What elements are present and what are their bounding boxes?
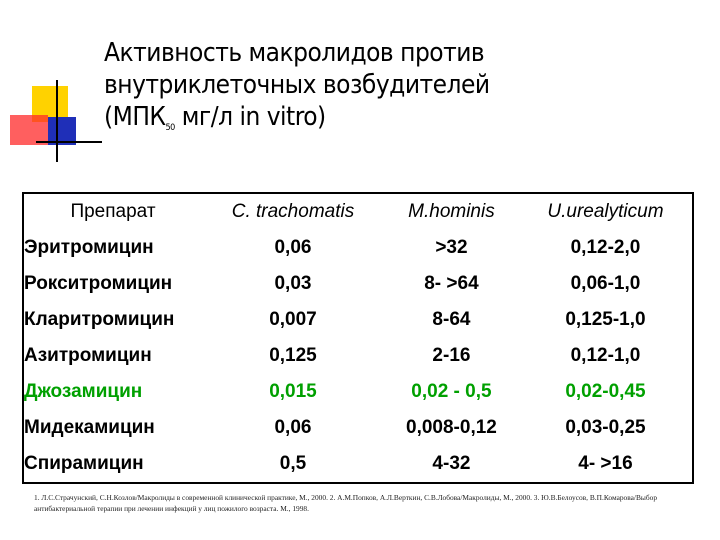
- logo-vertical-line: [56, 80, 58, 162]
- title-line-3-tail: мг/л in vitro): [174, 102, 326, 132]
- mic-table: [22, 192, 694, 484]
- header-m-hominis: M.hominis: [408, 201, 495, 222]
- value-c-trachomatis: 0,5: [279, 453, 307, 474]
- value-u-urealyticum: 0,03-0,25: [565, 417, 646, 438]
- references-footnote: 1. Л.С.Страчунский, С.Н.Козлов/Макролиды в современной клинической практике, М., 2000. 2. А.М.Попков, А.Л.Верткин, С.В.Лобова/Макролиды, М., 2000. 3. Ю.В.Белоусов, В.П.Комарова/Выбор антибактериальной терапии при лечении инфекций у лиц пожилого возраста. М., 1998.: [34, 493, 658, 513]
- value-m-hominis: 8- >64: [424, 273, 479, 294]
- table-header-row: [23, 193, 693, 230]
- drug-name: Кларитромицин: [24, 309, 175, 330]
- table-row: [23, 266, 693, 302]
- value-u-urealyticum: 0,12-1,0: [570, 345, 641, 366]
- drug-name: Эритромицин: [24, 237, 154, 258]
- title-line-1: Активность макролидов против: [104, 38, 485, 68]
- drug-name: Джозамицин: [24, 381, 143, 402]
- drug-name: Рокситромицин: [24, 273, 173, 294]
- drug-name: Мидекамицин: [24, 417, 155, 438]
- value-c-trachomatis: 0,015: [269, 381, 317, 402]
- table-row-highlighted: [23, 374, 693, 410]
- value-m-hominis: 2-16: [432, 345, 471, 366]
- value-m-hominis: 4-32: [432, 453, 471, 474]
- value-c-trachomatis: 0,06: [274, 237, 312, 258]
- drug-name: Азитромицин: [24, 345, 152, 366]
- table-row: [23, 338, 693, 374]
- value-c-trachomatis: 0,125: [269, 345, 317, 366]
- value-m-hominis: 0,02 - 0,5: [411, 381, 492, 402]
- value-u-urealyticum: 0,125-1,0: [565, 309, 646, 330]
- value-c-trachomatis: 0,03: [274, 273, 312, 294]
- title-line-2: внутриклеточных возбудителей: [104, 70, 490, 100]
- value-u-urealyticum: 0,02-0,45: [565, 381, 646, 402]
- title-line-3-main: (МПК: [104, 102, 166, 132]
- value-u-urealyticum: 0,06-1,0: [570, 273, 641, 294]
- slide-title: [104, 37, 704, 139]
- value-c-trachomatis: 0,007: [269, 309, 317, 330]
- title-line-3: [104, 101, 704, 139]
- table-row: [23, 302, 693, 338]
- header-u-urealyticum: U.urealyticum: [547, 201, 664, 222]
- value-u-urealyticum: 0,12-2,0: [570, 237, 641, 258]
- table-row: [23, 230, 693, 266]
- value-m-hominis: >32: [435, 237, 468, 258]
- value-m-hominis: 0,008-0,12: [406, 417, 497, 438]
- title-subscript: 50: [165, 123, 175, 133]
- value-u-urealyticum: 4- >16: [578, 453, 633, 474]
- drug-name: Спирамицин: [24, 453, 144, 474]
- header-drug: Препарат: [70, 201, 156, 222]
- header-c-trachomatis: C. trachomatis: [231, 201, 355, 222]
- table-row: [23, 446, 693, 483]
- table-row: [23, 410, 693, 446]
- value-c-trachomatis: 0,06: [274, 417, 312, 438]
- logo-horizontal-line: [36, 141, 102, 143]
- value-m-hominis: 8-64: [432, 309, 471, 330]
